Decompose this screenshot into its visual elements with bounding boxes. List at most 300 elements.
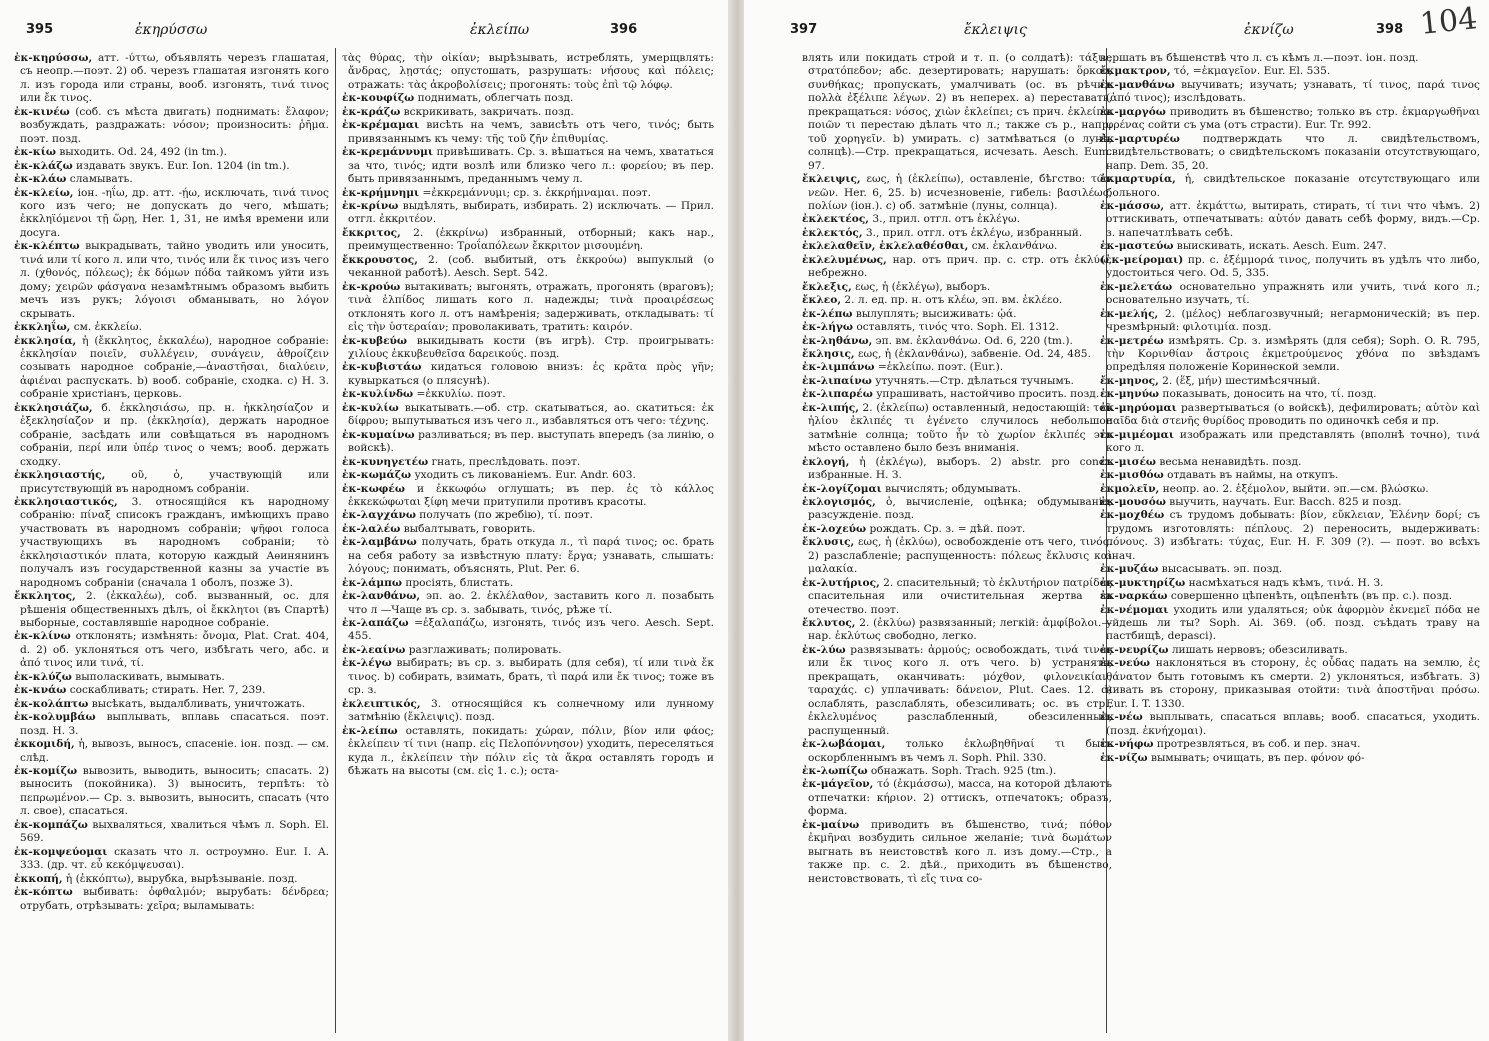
dictionary-entry (342, 119, 714, 146)
entry-definition: 3., прил. отгл. отъ ἐκλέγω, избранный. (865, 226, 1083, 239)
entry-headword: ἐκ-κόπτω (14, 886, 73, 899)
entry-definition: выбалтывать, говорить. (403, 522, 536, 535)
dictionary-entry (342, 536, 714, 576)
entry-headword: ἐκλογή, (802, 455, 850, 468)
entry-headword: ἐκ-κυνηγετέω (342, 455, 429, 468)
entry-definition: весьма ненавидѣть. позд. (1159, 455, 1302, 468)
entry-definition: уходить или удаляться; οὐκ ἀφορμὸν ἐκνεμεῖ πόδα не уйдешь ли ты? Soph. Ai. 369. (об. позд. съѣдать траву на пастбищѣ, depasci). (1106, 603, 1480, 643)
dictionary-entry (342, 335, 714, 362)
entry-headword: ἐκ-κωφέω (342, 482, 405, 495)
dictionary-entry (14, 469, 329, 496)
entry-headword: ἔκλησις, (802, 347, 855, 360)
entry-headword: ἐκ-μισθόω (1100, 469, 1164, 482)
dictionary-entry (1100, 308, 1480, 335)
dictionary-entry (1100, 200, 1480, 240)
entry-definition: выдѣлять, выбирать, избирать. 2) исключать. — Прил. отгл. ἐκκριτέον. (348, 199, 714, 226)
dictionary-column-2 (342, 52, 714, 1037)
entry-definition: эп. ао. 2. ἐκλέλαθον, заставить кого л. позабыть что л —Чаще въ ср. з. забывать, τινός, рѣже τί. (348, 590, 714, 616)
dictionary-entry (14, 187, 329, 241)
left-scan-page (0, 0, 730, 1041)
entry-definition: 2. (ἐκκρίνω) избранный, отборный; какъ нар., преимущественно: Τροΐαπόλεων ἔκκριτον μισουμένη. (348, 226, 714, 253)
entry-headword: ἐκ-λεαίνω (342, 643, 406, 656)
dictionary-entry (802, 375, 1112, 388)
entry-headword: ἐκ-λήγω (802, 321, 853, 334)
entry-headword: ἐκκλησία, (14, 334, 77, 347)
entry-headword: ἔκλυσις, (802, 536, 855, 549)
dictionary-entry (802, 402, 1112, 456)
entry-headword: ἐκ-μουσόω (1100, 495, 1166, 508)
entry-definition: обнажать. Soph. Trach. 925 (tm.). (870, 765, 1057, 778)
entry-definition: только ἐκλωβηθῆναί τι быть оскорбленнымъ въ чемъ л. Soph. Phil. 330. (808, 738, 1112, 764)
dictionary-entry (1100, 254, 1480, 281)
running-headword-396: ἐκλείπω (470, 22, 530, 38)
entry-headword: ἐκ-μαργόω (1100, 105, 1166, 118)
dictionary-entry (14, 590, 329, 630)
dictionary-entry (342, 523, 714, 536)
entry-definition: 3., прил. отгл. отъ ἐκλέγω. (872, 213, 1020, 226)
page-number-397: 397 (790, 22, 818, 37)
entry-definition: выкидывать кости (въ игрѣ). Стр. проигрывать: χιλίους ἐκκυβευθεῖσα δαρεικούς. позд. (348, 334, 714, 360)
entry-definition: 2. л. ед. пр. н. отъ κλέω, эп. вм. ἐκλέεο. (844, 294, 1063, 307)
entry-headword: ἐκκοπή, (14, 872, 63, 885)
entry-headword: ἐκλελαθεῖν, ἐκλελαθέσθαι, (802, 240, 969, 253)
dictionary-entry (1100, 65, 1480, 78)
dictionary-entry (14, 711, 329, 738)
dictionary-entry (14, 240, 329, 321)
dictionary-column-3 (802, 52, 1112, 1037)
dictionary-entry (14, 106, 329, 146)
dictionary-entry (1100, 496, 1480, 509)
entry-definition: вывозить, выводить, выносить; спасать. 2) выносить (покойника). 3) выносить, терпѣть: τὸ πεπρωμένον.— Ср. з. вывозить, выносить, спасать (что л. свое), спасаться. (20, 765, 329, 818)
entry-definition: выходить. Od. 24, 492 (in tm.). (59, 146, 227, 159)
entry-headword: ἐκ-λαμβάνω (342, 536, 417, 549)
entry-definition: сламывать. (69, 173, 133, 186)
entry-definition: 3. относящійся къ народному собранію: πίναξ списокъ гражданъ, имѣющихъ право участвовать въ народномъ собраніи; ψῆφοι голоса участвующихъ въ народномъ собраніи; τὸ ἐκκλησιαστικόν плата, которую каждый Аѳинянинъ получалъ изъ государственной казны за участіе въ народномъ собраніи (сначала 1 оболъ, позже 3). (20, 495, 329, 589)
entry-definition: 2. спасительный; τὸ ἐκλυτήριον πατρίδος спасительная или очистительная жертва за отечество. поэт. (808, 576, 1112, 616)
entry-definition: высѣкать, выдалбливать, уничтожать. (91, 697, 306, 710)
entry-definition: 2. (соб. выбитый, отъ ἐκκρούω) выпуклый (о чеканной работѣ). Aesch. Sept. 542. (348, 253, 714, 280)
dictionary-entry (342, 146, 714, 186)
entry-headword: ἐκ-νεύω (1100, 657, 1151, 670)
entry-definition: см. ἐκκλείω. (73, 321, 142, 334)
entry-headword: ἐκ-κίω (14, 146, 56, 159)
entry-headword: ἐκλειπτικός, (342, 697, 421, 710)
entry-headword: ἐκ-λαγχάνω (342, 509, 416, 522)
dictionary-entry (802, 617, 1112, 644)
dictionary-entry (1100, 577, 1480, 590)
entry-definition: показывать, доносить на что, τί. позд. (1162, 388, 1377, 401)
entry-definition: б. ἐκκλησιάσω, пр. н. ἠκκλησίαζον и ἐξεκλησίαζον и пр. (ἐκκλησία), держать народное собраніе, засѣдать или совѣщаться въ народномъ собраніи, περί или ὑπέρ τινος о чемъ; вооб. держать сходку. (20, 401, 329, 468)
entry-definition: соскабливать; стирать. Her. 7, 239. (69, 684, 266, 697)
right-page-header (764, 22, 1469, 44)
dictionary-entry (342, 469, 714, 482)
dictionary-entry (14, 160, 329, 173)
dictionary-entry (342, 254, 714, 281)
entry-definition: неопр. ао. 2. ἐξέμολον, выйти. эп.—см. βλώσκω. (1162, 482, 1429, 495)
entry-headword: ἐκ-μυζάω (1100, 563, 1159, 576)
entry-headword: ἐκ-κρέμαμαι (342, 119, 420, 132)
running-headword-398: ἐκνίζω (1244, 22, 1294, 38)
entry-headword: ἐκ-μηρύομαι (1100, 401, 1177, 414)
entry-headword: ἐκ-λωβάομαι, (802, 738, 886, 751)
entry-definition: ἡ, вывозъ, выносъ, спасеніе. іон. позд. — см. слѣд. (20, 738, 329, 764)
entry-definition: 2. (ἐκκαλέω), соб. вызванный, ос. для рѣшенія общественныхъ дѣлъ, οἱ ἔκκλητοι (въ Спартѣ) выборные, составлявшіе народное собраніе. (20, 590, 329, 630)
entry-headword: ἐκκλησιαστής, (14, 469, 106, 482)
entry-headword: ἐκ-κωμάζω (342, 469, 412, 482)
entry-headword: ἐκ-κλύζω (14, 670, 72, 683)
dictionary-entry (1100, 657, 1480, 711)
right-scan-page (744, 0, 1489, 1041)
dictionary-entry (1100, 738, 1480, 751)
dictionary-entry (342, 187, 714, 200)
entry-definition: поднимать, облегчать позд. (417, 92, 574, 105)
entry-headword: ἐκ-μυκτηρίζω (1100, 576, 1186, 589)
entry-definition: =ἐκκυλίω. поэт. (416, 388, 506, 401)
page-number-396: 396 (610, 22, 638, 37)
entry-definition: см. ἐκλανθάνω. (971, 240, 1058, 253)
dictionary-entry (14, 873, 329, 886)
entry-headword: ἐκ-κολάπτω (14, 697, 89, 710)
entry-headword: ἐκ-νέω (1100, 711, 1143, 724)
dictionary-entry (802, 254, 1112, 281)
entry-headword: ἐκ-κουφίζω (342, 92, 415, 105)
running-headword-395: ἐκηρύσσω (135, 22, 208, 38)
dictionary-entry (802, 227, 1112, 240)
dictionary-entry (802, 388, 1112, 401)
entry-definition: развязывать: ἁρμούς; освобождать, τινά τινος или ἔκ τινος кого л. отъ чего. b) устранять, прекращать, оканчивать: μόχθον, φιλονεικίαν, ταραχάς. c) уплачивать: δάνειον, Plut. Caes. 12. d) ослаблять, разслаблять, обезсиливать; ос. въ стр., ἐκλελυμένος разслабленный, обезсиленный, распущенный. (808, 643, 1112, 737)
dictionary-entry (14, 321, 329, 334)
entry-definition: атт. ἐκμάττω, вытирать, стирать, τί τινι что чѣмъ. 2) оттискивать, отпечатывать: αὑτόν давать себѣ форму, видъ.—Ср. з. напечатлѣвать себѣ. (1106, 199, 1480, 239)
entry-definition: вытакивать; выгонять, отражать, прогонять (враговъ); τινὰ ἐλπίδος лишать кого л. надежды; τινὰ προαιρέσεως отклонять кого л. отъ намѣренія; задерживать, откладывать: τί εἰς τὴν ὑστεραίαν; проволакивать, тратить: καιρόν. (348, 280, 714, 334)
entry-definition: τό (ἐκμάσσω), масса, на которой дѣлаютъ отпечатки: κήριον. 2) оттискъ, отпечатокъ; образъ, форма. (808, 778, 1112, 818)
dictionary-entry (802, 496, 1112, 523)
entry-definition: 2. (ἕξ, μήν) шестимѣсячный. (1162, 374, 1321, 387)
dictionary-entry (1100, 388, 1480, 401)
entry-headword: ἔκλεο, (802, 294, 842, 307)
entry-definition: разглаживать; полировать. (408, 643, 562, 656)
entry-headword: ἐκκλησιαστικός, (14, 495, 118, 508)
dictionary-entry (1100, 509, 1480, 563)
entry-definition: нар. отъ прич. пр. с. стр. отъ ἐκλύω, небрежно. (808, 253, 1112, 280)
entry-definition: получать, брать откуда л., τὶ παρά τινος; ос. брать на себя работу за извѣстную плату: ἔργα; узнавать, слышать: λόγους; понимать, объяснять, Plut. Per. 6. (348, 536, 714, 576)
entry-headword: ἐκ-μαρτυρέω (1100, 132, 1180, 145)
entry-definition: іон. -ηΐω, др. атт. -ῄω, исключать, τινά τινος кого изъ чего; не допускать до чего, мѣшать; ἐκκληϊόμενοι τῇ ὥρῃ, Her. 1, 31, не имѣя времени или досуга. (20, 186, 329, 239)
entry-headword: ἐκ-μάγεῖον, (802, 778, 874, 791)
entry-definition: выбивать: ὀφθαλμόν; вырубать: δένδρεα; отрубать, отрѣзывать: χεῖρα; выламывать: (20, 886, 329, 912)
entry-headword: ἐκ-κηρύσσω, (14, 52, 93, 64)
dictionary-entry (802, 281, 1112, 294)
entry-definition: выискивать, искать. Aesch. Eum. 247. (1176, 240, 1387, 253)
entry-headword: ἐκλογισμός, (802, 495, 876, 508)
dictionary-entry (14, 630, 329, 670)
dictionary-column-4 (1100, 52, 1480, 1037)
column-rule (335, 48, 336, 1033)
dictionary-entry (14, 846, 329, 873)
entry-headword: ἐκ-μοχθέω (1100, 509, 1165, 522)
dictionary-entry (802, 778, 1112, 818)
dictionary-entry (14, 52, 329, 106)
entry-headword: ἐκ-κομίζω (14, 765, 78, 778)
entry-headword: ἐκ-κυλίω (342, 401, 399, 414)
entry-definition: пр. с. ἐξέμμορά τινος, получить въ удѣлъ что либо, удостоиться чего. Od. 5, 335. (1106, 253, 1480, 280)
dictionary-entry (1100, 281, 1480, 308)
dictionary-entry (802, 294, 1112, 307)
dictionary-entry (1100, 402, 1480, 429)
dictionary-entry (802, 483, 1112, 496)
entry-definition: отклонять; измѣнять: ὄνομα, Plat. Crat. 404, d. 2) об. уклоняться отъ чего, избѣгать чего, абс. и ἀπό τινος или τινά, τί. (20, 630, 329, 670)
entry-definition: развертываться (о войскѣ), дефилировать; αὑτὸν καὶ παῖδα διὰ στενῆς θυρίδος проводить по одиночкѣ себя и пр. (1106, 401, 1480, 428)
entry-headword: ἐκ-λωπίζω (802, 765, 868, 778)
entry-headword: ἐκ-μάσσω, (1100, 199, 1165, 212)
dictionary-entry (14, 496, 329, 590)
entry-headword: ἐκ-κυμαίνω (342, 428, 415, 441)
dictionary-entry (1100, 456, 1480, 469)
dictionary-entry (1100, 429, 1480, 456)
dictionary-entry (1100, 240, 1480, 253)
entry-headword: ἐκλεκτός, (802, 226, 863, 239)
entry-headword: ἐκ-ναρκάω (1100, 590, 1168, 603)
entry-definition: приводить въ бѣшенство, τινά; πόθον ἐκμῆναι возбудить сильное желаніе; τινὰ δωμάτων выгнать въ неистовствѣ кого л. изъ дому.—Стр., а также пр. с. 2. дѣй., приходить въ бѣшенство, неистовствовать, τὶ εἴς τινα со- (808, 818, 1112, 885)
entry-definition: =ἐξαλαπάζω, изгонять, τινός изъ чего. Aesch. Sept. 455. (348, 617, 714, 643)
entry-definition: εως, ἡ (ἐκλέγω), выборъ. (855, 280, 991, 293)
entry-headword: ἐκ-λύω (802, 643, 846, 656)
dictionary-entry (1100, 79, 1480, 106)
left-page-header (20, 22, 710, 44)
dictionary-entry (1100, 590, 1480, 603)
entry-definition: ἡ (ἔκκλητος, ἐκκαλέω), народное собраніе: ἐκκλησίαν ποιεῖν, συλλέγειν, συνάγειν, ἀθροίζειν созывать народное собраніе,—ἀναστῆσαι, διαλύειν, ἀφιέναι распускать. b) вооб. собраніе, сходка. c) Н. З. собраніе христіанъ, церковь. (20, 334, 329, 401)
entry-headword: ἐκ-μαίνω (802, 818, 860, 831)
entry-headword: ἐκμολεῖν, (1100, 482, 1160, 495)
entry-definition: ὁ, вычисленіе, оцѣнка; обдумываніе; разсужденіе. позд. (808, 495, 1112, 522)
dictionary-entry (342, 577, 714, 590)
entry-headword: ἔκλεξις, (802, 280, 852, 293)
entry-definition: выбирать; въ ср. з. выбирать (для себя), τί или τινὰ ἔκ τινος. b) собирать, взимать, брать, τὶ παρά или ἔκ τινος; тоже въ ср. з. (348, 657, 714, 697)
entry-headword: ἐκ-μισέω (1100, 455, 1156, 468)
entry-definition: ἡ, свидѣтельское показаніе отсутствующаго или больного. (1106, 173, 1480, 199)
entry-definition: получать (по жребію), τί. поэт. (419, 509, 593, 522)
entry-definition: кидаться головою внизъ: ἐς κρᾶτα πρὸς γῆν; кувыркаться (о плясунѣ). (348, 361, 714, 387)
entry-headword: ἐκ-μιμέομαι (1100, 428, 1174, 441)
entry-headword: ἐκ-κυβεύω (342, 334, 407, 347)
entry-definition: насмѣхаться надъ кѣмъ, τινά. Н. З. (1188, 576, 1384, 589)
dictionary-entry (14, 684, 329, 697)
entry-definition: наклоняться въ сторону, ἐς οὖδας падать на землю, ἐς θάνατον быть готовымъ къ смерти. 2) уклоняться, избѣгать. 3) кивать въ сторону, приказывая отойти: τινὰ ἀποστῆναι πρόσω. Eur. I. T. 1330. (1106, 657, 1480, 710)
dictionary-entry (342, 281, 714, 335)
entry-headword: ἐκ-κρεμάννυμι (342, 146, 434, 159)
dictionary-entry (802, 308, 1112, 321)
dictionary-entry (14, 765, 329, 819)
entry-definition: висѣть на чемъ, зависѣть отъ чего, τινός; быть привязаннымъ къ чему: τῆς τοῦ ζῆν ἐπιθυμίας. (348, 119, 714, 145)
dictionary-entry (802, 335, 1112, 348)
dictionary-entry (342, 92, 714, 105)
entry-definition: выплывать, вплавь спасаться. поэт. позд. Н. З. (20, 711, 329, 737)
entry-definition: 2. (ἐκλύω) развязанный; легкій: ἀμφίβολοι.—нар. ἐκλύτως свободно, легко. (808, 617, 1112, 643)
entry-headword: ἐκ-λέγω (342, 657, 392, 670)
entry-headword: ἐκκλησιάζω, (14, 401, 93, 414)
entry-definition: ἡ (ἐκκόπτω), вырубка, вырѣзываніе. позд. (65, 872, 298, 885)
entry-headword: ἔκλυτος, (802, 617, 856, 630)
entry-definition: сказать что л. остроумно. Eur. I. A. 333. (др. чт. εὖ κεκόμψευσαι). (20, 845, 329, 872)
entry-definition: измѣрять. Ср. з. измѣрять (для себя); Soph. O. R. 795, τὴν Κορινθίαν ἄστροις ἐκμετρούμενος χθόνα по звѣздамъ опредѣляя положеніе Коринѳской земли. (1106, 334, 1480, 374)
entry-definition: 2. (μέλος) неблагозвучный; негармоническій; въ пер. чрезмѣрный: φιλοτιμία. позд. (1106, 307, 1480, 334)
entry-definition: =ἐκλείπω. поэт. (Eur.). (877, 361, 1004, 374)
dictionary-entry (342, 200, 714, 227)
entry-definition: ἡ (ἐκλέγω), выборъ. 2) abstr. pro concr. избранные. Н. З. (808, 455, 1112, 482)
entry-headword: ἐκ-λαπάζω (342, 617, 409, 630)
entry-headword: ἐκ-μετρέω (1100, 334, 1164, 347)
dictionary-entry (1100, 335, 1480, 375)
dictionary-entry (1100, 644, 1480, 657)
entry-headword: ἐκλελυμένως, (802, 253, 887, 266)
entry-definition: протрезвляться, въ соб. и пер. знач. (1156, 738, 1361, 751)
dictionary-entry (1100, 469, 1480, 482)
entry-headword: ἐκμαρτυρία, (1100, 173, 1176, 186)
entry-definition: утучнять.—Стр. дѣлаться тучнымъ. (875, 374, 1074, 387)
entry-definition: просіять, блистать. (405, 576, 514, 589)
entry-definition: 2. (ἐκλείπω) оставленный, недостающій: τοῦ ἡλίου ἐκλιπές τι ἐγένετο случилось небольшое затмѣніе солнца; τοῦτο ἦν τὸ χωρίον ἐκλιπές это мѣсто оставлено было безъ вниманія. (808, 401, 1112, 455)
entry-definition: упрашивать, настойчиво просить. позд. (876, 388, 1100, 401)
dictionary-entry (342, 388, 714, 401)
entry-headword: ἐκ-λογίζομαι (802, 482, 882, 495)
entry-definition: и ἐκκωφόω оглушать; въ пер. ἐς τὸ κάλλος ἐκκεκώφωται ξίφη мечи притупили противъ красоты. (348, 482, 714, 508)
dictionary-entry (14, 402, 329, 469)
entry-headword: ἐκ-λαλέω (342, 522, 401, 535)
entry-definition: эп. вм. ἐκλανθάνω. Od. 6, 220 (tm.). (875, 334, 1073, 347)
entry-headword: ἐκ-κλίνω (14, 630, 71, 643)
entry-headword: ἔκκρουστος, (342, 253, 418, 266)
entry-definition: οῦ, ὁ, участвующій или присутствующій въ народномъ собраніи. (20, 469, 329, 495)
entry-definition: вылуплять; высиживать: ᾠά. (855, 307, 1017, 320)
entry-headword: ἐκ-κρούω (342, 280, 401, 293)
dictionary-entry (14, 819, 329, 846)
entry-definition: уходить съ ликованіемъ. Eur. Andr. 603. (414, 469, 636, 482)
dictionary-entry (802, 240, 1112, 253)
running-headword-397: ἔκλειψις (964, 22, 1027, 38)
page-number-398: 398 (1376, 22, 1404, 37)
dictionary-entry (14, 738, 329, 765)
entry-headword: ἐκ-ληθάνω, (802, 334, 873, 347)
dictionary-entry (342, 361, 714, 388)
dictionary-entry (342, 698, 714, 725)
entry-definition: разливаться; въ пер. выступать впередъ (за линію, о войскѣ). (348, 428, 714, 455)
entry-definition: отдавать въ наймы, на откупъ. (1167, 469, 1339, 482)
entry-definition: высасывать. эп. позд. (1161, 563, 1283, 576)
dictionary-entry (342, 617, 714, 644)
dictionary-entry (342, 402, 714, 429)
entry-headword: ἐκ-κομψεύομαι (14, 845, 108, 858)
dictionary-entry (802, 577, 1112, 617)
entry-headword: ἐκ-λοχεύω (802, 522, 867, 535)
entry-definition: выполаскивать, вымывать. (75, 670, 225, 683)
dictionary-entry (1100, 52, 1480, 65)
dictionary-entry (14, 698, 329, 711)
entry-definition: привѣшивать. Ср. з. вѣшаться на чемъ, хвататься за что, τινός; идти возлѣ или близко чего л.: φορείου; въ пер. быть привязаннымъ, преданнымъ чему л. (348, 146, 714, 186)
entry-headword: ἐκ-κυβιστάω (342, 361, 422, 374)
entry-definition: приводить въ бѣшенство; только въ стр. ἐκμαργωθῆναι φρένας сойти съ ума (отъ страсти). Eur. Tr. 992. (1106, 105, 1480, 132)
dictionary-entry (342, 52, 714, 92)
entry-headword: ἐκλεκτέος, (802, 213, 869, 226)
dictionary-entry (342, 106, 714, 119)
entry-definition: влять или покидать строй и т. п. (о солдатѣ): τάξιν, στρατόπεδον; абс. дезертировать; нарушать: ὅρκον, συνθήκας; пропускать, умалчивать (ос. въ рѣчи): πολλὰ ἐξέλιπε λέγων. 2) въ неперех. a) переставать, прекращаться: νόσος, χιὼν ἐκλείπει; съ прич. ἐκλείπω ποιῶν τι перестаю дѣлать что л.; также съ р., напр. τοῦ χορηγεῖν. b) умирать. c) затмѣваться (о лунѣ, солнцѣ).—Стр. прекращаться, исчезать. Aesch. Eum. 97. (802, 52, 1112, 172)
entry-definition: выучивать; изучать; узнавать, τί τινος, παρά τινος (ἀπό τινος); изслѣдовать. (1106, 78, 1480, 105)
dictionary-entry (14, 146, 329, 159)
dictionary-entry (802, 173, 1112, 213)
entry-headword: ἔκκριτος, (342, 226, 401, 239)
entry-headword: ἐκ-κυλίνδω (342, 388, 414, 401)
entry-definition: εως, ἡ (ἐκλύω), освобожденіе отъ чего, τινός. 2) разслабленіе; распущенность: πόλεως ἔκλυσις καὶ μαλακία. (808, 536, 1112, 576)
entry-definition: выкрадывать, тайно уводить или уносить, τινά или τί кого л. или что, τινός или ἔκ τινος изъ чего л. (χθονός, πόλεως); ἐκ δόμων πόδα тайкомъ уйти изъ дому; χειρῶν φάσγανα незамѣтнымъ образомъ выбить мечъ изъ рукъ; λόγοισι обманывать, но λόγον скрывать. (20, 240, 329, 320)
dictionary-entry (802, 765, 1112, 778)
dictionary-entry (802, 523, 1112, 536)
dictionary-entry (802, 536, 1112, 576)
entry-definition: рождать. Ср. з. = дѣй. поэт. (869, 522, 1026, 535)
entry-definition: выкатывать.—об. стр. скатываться, ао. скатиться: ἐκ δίφρου; выпутываться изъ чего л., избавляться отъ чего: τέχνης. (348, 401, 714, 428)
dictionary-entry (802, 361, 1112, 374)
handwritten-page-note: 104 (1418, 1, 1479, 42)
entry-headword: ἐκ-λιμπάνω (802, 361, 875, 374)
entry-headword: ἐκ-λάμπω (342, 576, 402, 589)
entry-headword: ἐκ-κρήμνημι (342, 186, 420, 199)
entry-definition: 3. относящійся къ солнечному или лунному затмѣнію (ἔκλειψις). позд. (348, 697, 714, 724)
dictionary-entry (342, 456, 714, 469)
entry-definition: изображать или представлять (вполнѣ точно), τινά кого л. (1106, 428, 1480, 455)
entry-definition: вычислять; обдумывать. (885, 482, 1021, 495)
entry-definition: оставлять, τινός что. Soph. El. 1312. (856, 321, 1059, 334)
dictionary-entry (802, 52, 1112, 173)
entry-definition: выучить, научать. Eur. Bacch. 825 и позд. (1169, 495, 1402, 508)
dictionary-entry (1100, 106, 1480, 133)
dictionary-entry (342, 483, 714, 510)
dictionary-entry (802, 321, 1112, 334)
dictionary-entry (342, 644, 714, 657)
entry-headword: (ἐκ-μείρομαι) (1100, 253, 1184, 266)
entry-headword: ἐκκληΐω, (14, 321, 71, 334)
entry-definition: =ἐκκρεμάννυμι; ср. з. ἐκκρήμναμαι. поэт. (422, 186, 651, 199)
entry-definition: вершать въ бѣшенствѣ что л. съ кѣмъ л.—поэт. іон. позд. (1100, 52, 1419, 64)
entry-headword: ἐκ-λέπω (802, 307, 853, 320)
entry-definition: вымывать; очищать, въ пер. φόνον φό- (1151, 751, 1365, 764)
entry-headword: ἐκ-κράζω (342, 105, 401, 118)
dictionary-entry (802, 213, 1112, 226)
entry-headword: ἐκ-λιπαίνω (802, 374, 872, 387)
entry-headword: ἐκ-λιπής, (802, 401, 859, 414)
dictionary-entry (1100, 752, 1480, 765)
entry-headword: ἐκ-μανθάνω (1100, 78, 1175, 91)
entry-headword: ἔκκλητος, (14, 590, 76, 603)
entry-definition: подтверждать что л. свидѣтельствомъ, свидѣтельствовать; о свидѣтельскомъ показаніи отсутствующаго, напр. Dem. 35, 20. (1106, 132, 1480, 172)
dictionary-entry (14, 173, 329, 186)
entry-headword: ἐκκομιδή, (14, 738, 75, 751)
entry-headword: ἐκ-μηνύω (1100, 388, 1160, 401)
entry-headword: ἐκ-μαστεύω (1100, 240, 1174, 253)
entry-headword: ἔκλειψις, (802, 173, 861, 186)
entry-definition: выплывать, спасаться вплавь; вооб. спасаться, уходить. (позд. ἐκνήχομαι). (1106, 711, 1480, 737)
entry-headword: ἐκ-μελετάω (1100, 280, 1173, 293)
dictionary-entry (802, 644, 1112, 738)
entry-headword: ἐκ-κολυμβάω (14, 711, 96, 724)
entry-headword: ἐκ-νήφω (1100, 738, 1154, 751)
entry-definition: τό, =ἐκμαγεῖον. Eur. El. 535. (1173, 65, 1331, 78)
entry-headword: ἐκ-κρίνω (342, 199, 399, 212)
entry-definition: εως, ἡ (ἐκλανθάνω), забвеніе. Od. 24, 485. (857, 347, 1091, 360)
dictionary-entry (342, 227, 714, 254)
entry-definition: основательно упражнять или учить, τινά кого л.; основательно изучать, τί. (1106, 280, 1480, 307)
entry-headword: ἐκ-κλέπτω (14, 240, 80, 253)
entry-headword: ἐκ-νέμομαι (1100, 603, 1169, 616)
entry-definition: съ трудомъ добывать: βίον, εὔκλειαν, Ἑλένην δορί; съ трудомъ изготовлять: πέπλους. 2) переносить, выдерживать: πόνους. 3) избѣгать: τύχας, Eur. H. F. 309 (?). — поэт. во всѣхъ знач. (1106, 509, 1480, 562)
entry-definition: гнать, преслѣдовать. поэт. (431, 455, 581, 468)
entry-headword: ἐκ-νευρίζω (1100, 643, 1169, 656)
